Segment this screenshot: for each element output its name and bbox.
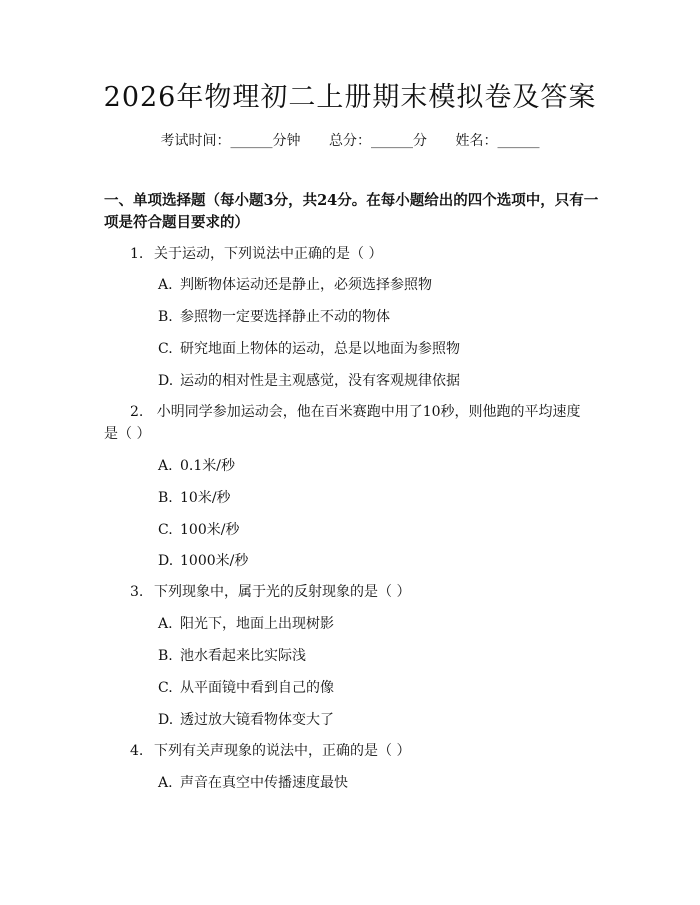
question-number: 1. [130, 246, 144, 262]
student-name-field: 姓名：______ [455, 133, 540, 149]
option-letter: B. [158, 309, 173, 325]
option-letter: B. [158, 490, 173, 506]
question-3-option-b [158, 645, 306, 667]
total-score-field: 总分：______分 [329, 133, 427, 149]
question-2-option-b [158, 487, 231, 509]
option-text: 从平面镜中看到自己的像 [180, 680, 334, 696]
option-text: 参照物一定要选择静止不动的物体 [180, 309, 390, 325]
question-number: 4. [130, 743, 144, 759]
option-letter: C. [158, 680, 173, 696]
option-text: 判断物体运动还是静止，必须选择参照物 [180, 277, 432, 293]
option-letter: B. [158, 648, 173, 664]
page-title: 2026年物理初二上册期末模拟卷及答案 [103, 82, 597, 113]
option-text: 声音在真空中传播速度最快 [180, 775, 348, 791]
option-text: 100米/秒 [180, 522, 240, 538]
question-text: 小明同学参加运动会，他在百米赛跑中用了10秒，则他跑的平均速度是（ ） [104, 404, 581, 442]
option-text: 1000米/秒 [180, 553, 249, 569]
option-text: 运动的相对性是主观感觉，没有客观规律依据 [180, 373, 460, 389]
question-4-option-a [158, 772, 348, 794]
option-text: 阳光下，地面上出现树影 [180, 616, 334, 632]
section-heading: 一、单项选择题（每小题3分，共24分。在每小题给出的四个选项中，只有一项是符合题目要求的） [104, 192, 599, 231]
option-letter: A. [158, 458, 173, 474]
question-1-option-d [158, 370, 460, 392]
option-text: 0.1米/秒 [180, 458, 235, 474]
option-text: 池水看起来比实际浅 [180, 648, 306, 664]
option-letter: A. [158, 775, 173, 791]
option-letter: D. [158, 553, 174, 569]
question-2 [104, 401, 594, 445]
option-text: 10米/秒 [180, 490, 231, 506]
question-text: 关于运动，下列说法中正确的是（ ） [154, 246, 383, 262]
question-1-option-b [158, 306, 390, 328]
option-letter: D. [158, 712, 174, 728]
question-1-option-c [158, 338, 460, 360]
exam-info-line [0, 131, 700, 151]
option-text: 研究地面上物体的运动，总是以地面为参照物 [180, 341, 460, 357]
question-2-option-c [158, 519, 239, 541]
exam-time-field: 考试时间：______分钟 [160, 133, 301, 149]
question-4 [130, 740, 410, 762]
question-3-option-d [158, 709, 334, 731]
option-letter: C. [158, 341, 173, 357]
question-1 [130, 243, 382, 265]
option-letter: D. [158, 373, 174, 389]
question-1-option-a [158, 274, 432, 296]
option-text: 透过放大镜看物体变大了 [180, 712, 334, 728]
question-2-option-d [158, 550, 248, 572]
question-text: 下列有关声现象的说法中，正确的是（ ） [154, 743, 411, 759]
question-number: 3. [130, 584, 144, 600]
question-3-option-a [158, 613, 334, 635]
question-number: 2. [130, 404, 144, 420]
question-3-option-c [158, 677, 334, 699]
question-3 [130, 581, 410, 603]
option-letter: A. [158, 277, 173, 293]
question-2-option-a [158, 455, 235, 477]
option-letter: C. [158, 522, 173, 538]
question-text: 下列现象中，属于光的反射现象的是（ ） [154, 584, 411, 600]
option-letter: A. [158, 616, 173, 632]
